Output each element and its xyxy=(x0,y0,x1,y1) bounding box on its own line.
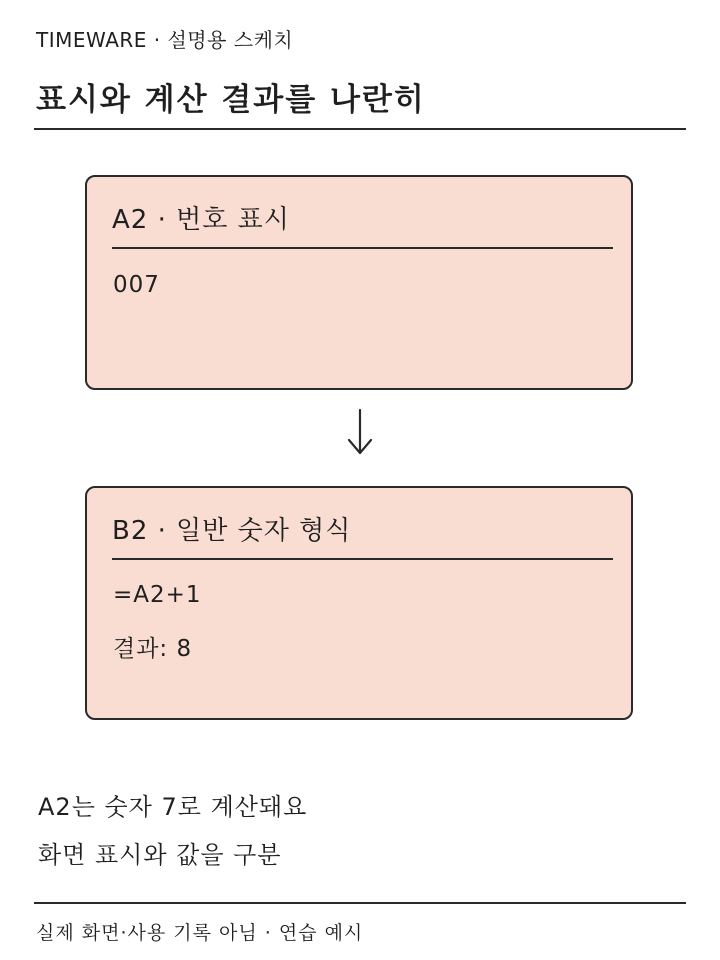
down-arrow-icon xyxy=(345,408,375,456)
display-card xyxy=(85,175,633,390)
note-line: A2는 숫자 7로 계산돼요 xyxy=(38,793,308,821)
formula-card-divider xyxy=(112,558,613,560)
formula-result: 결과: 8 xyxy=(113,636,193,662)
display-card-divider xyxy=(112,247,613,249)
footer-divider xyxy=(34,902,686,904)
formula-card-heading: B2 · 일반 숫자 형식 xyxy=(112,516,352,546)
footer-disclaimer: 실제 화면·사용 기록 아님 · 연습 예시 xyxy=(36,922,364,944)
display-card-heading: A2 · 번호 표시 xyxy=(112,205,290,235)
header-kicker: TIMEWARE · 설명용 스케치 xyxy=(36,28,294,52)
header-divider xyxy=(34,128,686,130)
page-title: 표시와 계산 결과를 나란히 xyxy=(36,82,426,118)
note-line: 화면 표시와 값을 구분 xyxy=(38,841,282,869)
formula-text: =A2+1 xyxy=(113,582,202,608)
formula-card xyxy=(85,486,633,720)
display-value: 007 xyxy=(113,272,160,298)
